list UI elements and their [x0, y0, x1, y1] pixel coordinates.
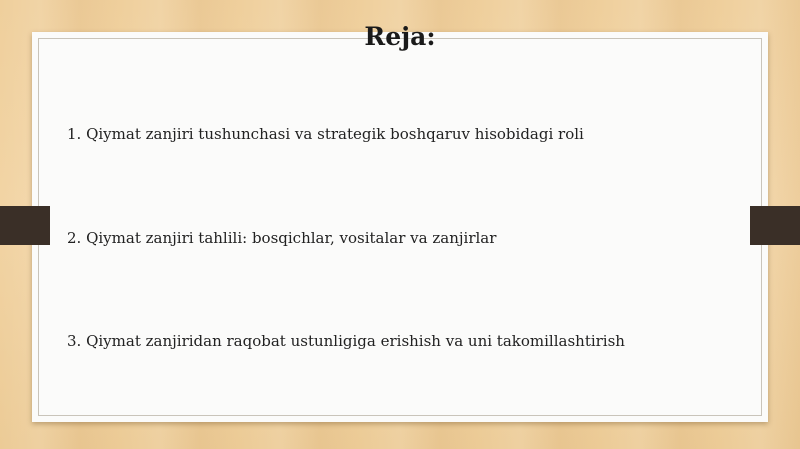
right-tab-decoration	[750, 206, 800, 245]
left-tab-decoration	[0, 206, 50, 245]
slide-inner-border	[38, 38, 762, 416]
slide-title: Reja:	[364, 22, 436, 51]
slide-card	[32, 32, 768, 422]
plan-item-3: 3. Qiymat zanjiridan raqobat ustunligiga erishish va uni takomillashtirish	[67, 332, 625, 350]
plan-item-2: 2. Qiymat zanjiri tahlili: bosqichlar, vositalar va zanjirlar	[67, 229, 497, 247]
plan-item-1: 1. Qiymat zanjiri tushunchasi va strategik boshqaruv hisobidagi roli	[67, 125, 584, 143]
